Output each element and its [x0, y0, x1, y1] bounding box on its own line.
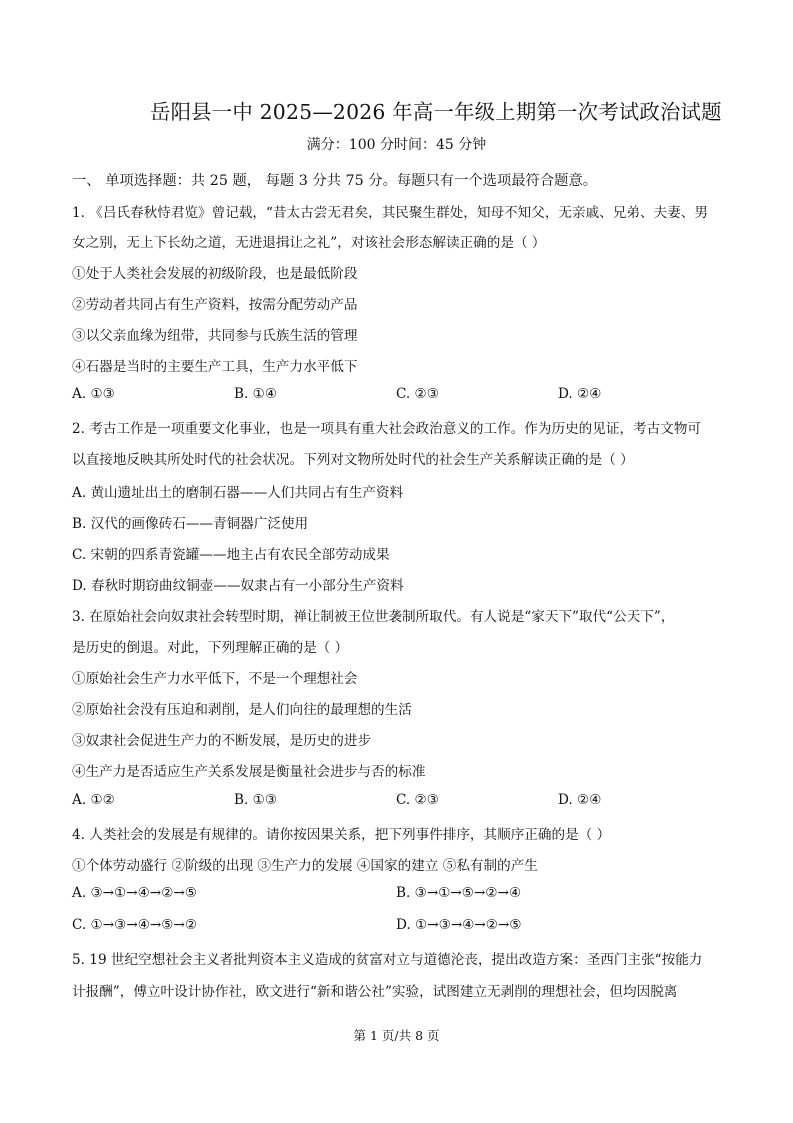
q4-option-a: A. ③→①→④→②→⑤: [72, 885, 197, 901]
q1-option-d: D. ②④: [558, 386, 602, 402]
q4-stem-line-1: 4. 人类社会的发展是有规律的。请你按因果关系，把下列事件排序，其顺序正确的是（ ）: [72, 827, 611, 843]
q2-option-c: C. 宋朝的四系青瓷罐——地主占有农民全部劳动成果: [72, 547, 390, 563]
exam-title: 岳阳县一中 2025—2026 年高一年级上期第一次考试政治试题: [150, 100, 722, 124]
q4-events-list: ①个体劳动盛行 ②阶级的出现 ③生产力的发展 ④国家的建立 ⑤私有制的产生: [72, 858, 538, 874]
q2-option-d: D. 春秋时期窃曲纹铜壶——奴隶占有一小部分生产资料: [72, 578, 404, 594]
page-footer: 第 1 页/共 8 页: [353, 1028, 440, 1043]
q3-option-b: B. ①③: [234, 792, 278, 808]
q5-stem-line-2: 计报酬”，傅立叶设计协作社，欧文进行“新和谐公社”实验，试图建立无剥削的理想社会，但均因脱离: [72, 984, 678, 1000]
section-heading: 一、 单项选择题：共 25 题， 每题 3 分共 75 分。每题只有一个选项最符合题意。: [72, 173, 598, 189]
q2-option-b: B. 汉代的画像砖石——青铜器广泛使用: [72, 516, 309, 532]
q1-option-b: B. ①④: [234, 386, 278, 402]
q1-statement-3: ③以父亲血缘为纽带，共同参与氏族生活的管理: [72, 328, 358, 344]
q3-option-a: A. ①②: [72, 792, 115, 808]
q4-option-c: C. ①→③→④→⑤→②: [72, 917, 198, 933]
q2-stem-line-2: 以直接地反映其所处时代的社会状况。下列对文物所处时代的社会生产关系解读正确的是（ ）: [72, 452, 634, 468]
q1-stem-line-2: 女之别，无上下长幼之道，无进退揖让之礼”，对该社会形态解读正确的是（ ）: [72, 235, 546, 251]
q1-statement-1: ①处于人类社会发展的初级阶段，也是最低阶段: [72, 266, 358, 282]
q1-option-a: A. ①③: [72, 386, 115, 402]
q1-stem-line-1: 1. 《吕氏春秋恃君览》曾记载，“昔太古尝无君矣，其民聚生群处，知母不知父，无亲戚、兄弟、夫妻、男: [72, 205, 708, 221]
q3-stem-line-1: 3. 在原始社会向奴隶社会转型时期，禅让制被王位世袭制所取代。有人说是“家天下”取代“公天下”，: [72, 609, 675, 625]
q3-statement-4: ④生产力是否适应生产关系发展是衡量社会进步与否的标准: [72, 764, 426, 780]
q5-stem-line-1: 5. 19 世纪空想社会主义者批判资本主义造成的贫富对立与道德沦丧，提出改造方案：圣西门主张“按能力: [72, 952, 703, 968]
q2-option-a: A. 黄山遗址出土的磨制石器——人们共同占有生产资料: [72, 485, 404, 501]
q2-stem-line-1: 2. 考古工作是一项重要文化事业，也是一项具有重大社会政治意义的工作。作为历史的见证，考古文物可: [72, 421, 702, 437]
exam-subtitle: 满分：100 分时间：45 分钟: [306, 137, 487, 153]
q1-option-c: C. ②③: [396, 386, 439, 402]
q1-statement-4: ④石器是当时的主要生产工具，生产力水平低下: [72, 359, 358, 375]
q3-statement-2: ②原始社会没有压迫和剥削，是人们向往的最理想的生活: [72, 702, 412, 718]
q3-statement-1: ①原始社会生产力水平低下，不是一个理想社会: [72, 671, 358, 687]
q1-statement-2: ②劳动者共同占有生产资料，按需分配劳动产品: [72, 297, 358, 313]
q3-statement-3: ③奴隶社会促进生产力的不断发展，是历史的进步: [72, 733, 372, 749]
q4-option-b: B. ③→①→⑤→②→④: [396, 885, 522, 901]
q3-option-d: D. ②④: [558, 792, 602, 808]
q4-option-d: D. ①→③→④→②→⑤: [396, 917, 522, 933]
q3-stem-line-2: 是历史的倒退。对此，下列理解正确的是（ ）: [72, 640, 349, 656]
q3-option-c: C. ②③: [396, 792, 439, 808]
